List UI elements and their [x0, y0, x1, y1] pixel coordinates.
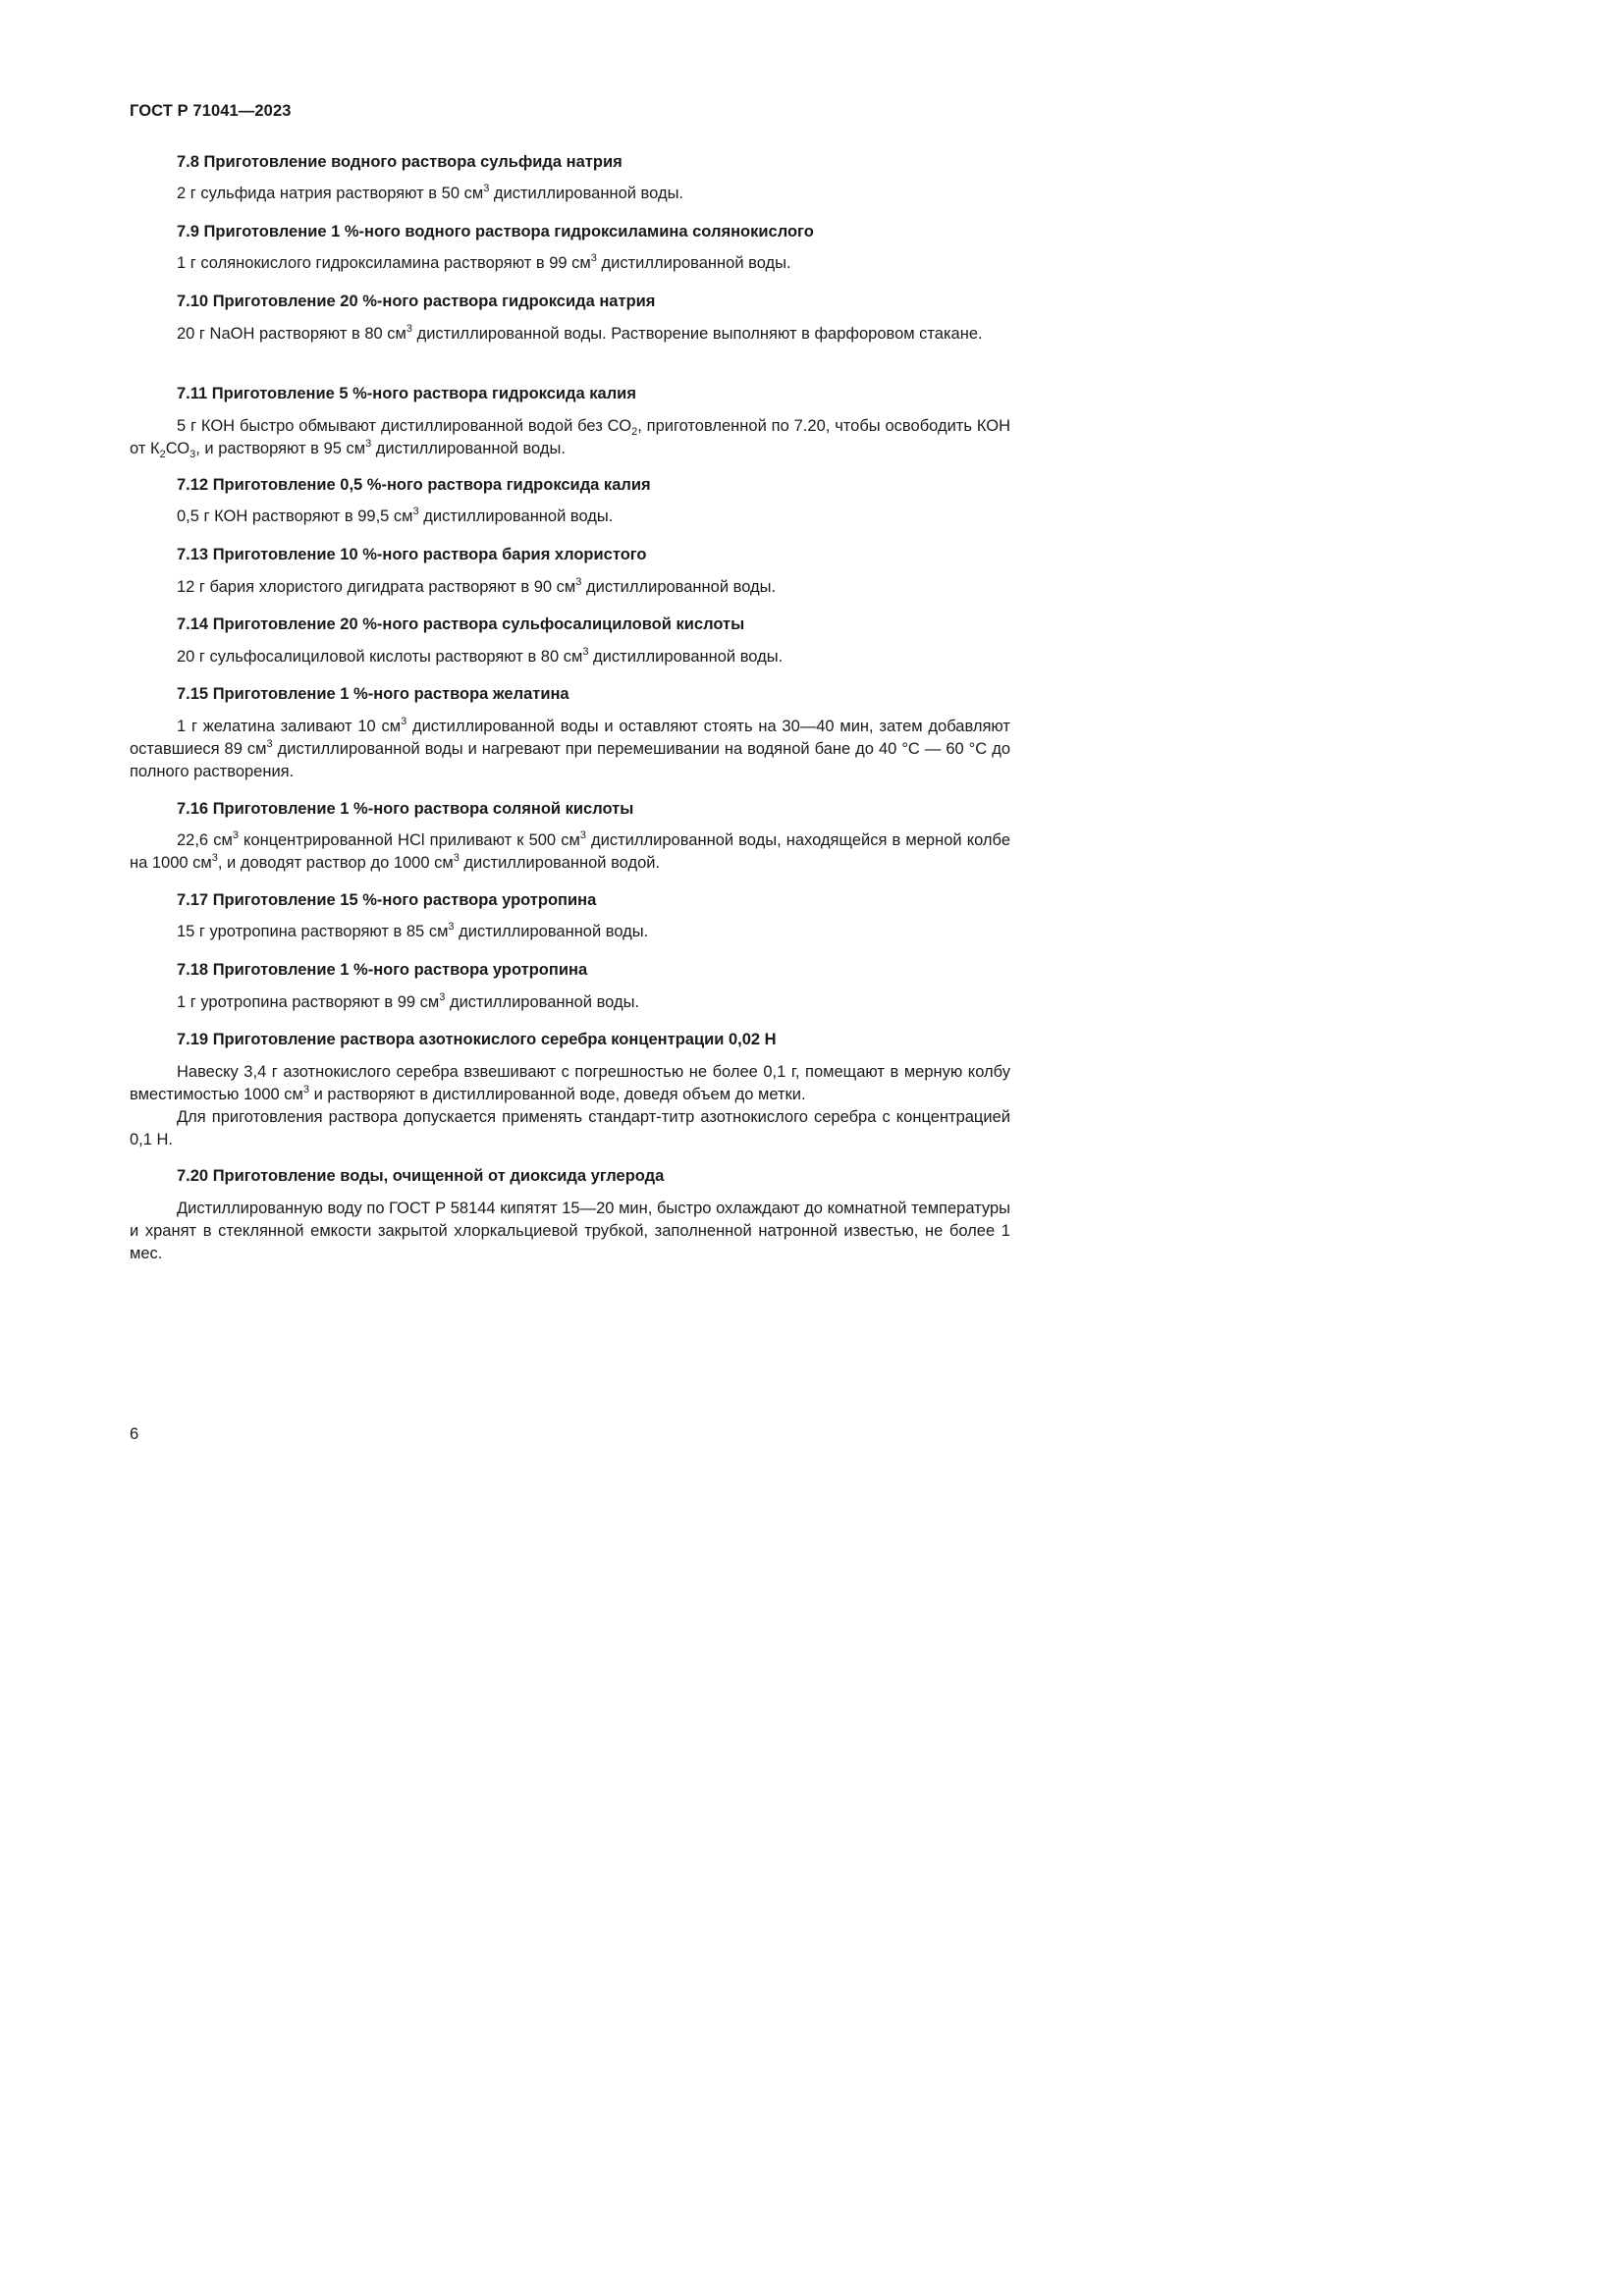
- section-7-13-text: 12 г бария хлористого дигидрата растворяют в 90 $см^3$ дистиллированной воды.: [177, 576, 777, 596]
- section-7-13-title: 7.13 Приготовление 10 %-ного раствора бария хлористого: [177, 546, 647, 563]
- section-7-12-title: 7.12 Приготовление 0,5 %-ного раствора гидроксида калия: [177, 476, 651, 494]
- section-7-11-title: 7.11 Приготовление 5 %-ного раствора гидроксида калия: [177, 385, 636, 402]
- section-7-8-title: 7.8 Приготовление водного раствора сульфида натрия: [177, 153, 623, 171]
- section-7-14-text: 20 г сульфосалициловой кислоты растворяют в 80 $см^3$ дистиллированной воды.: [177, 646, 784, 666]
- section-7-12-text: 0,5 г КОН растворяют в 99,5 $см^3$ дистиллированной воды.: [177, 506, 614, 525]
- section-7-10-title: 7.10 Приготовление 20 %-ного раствора гидроксида натрия: [177, 293, 656, 310]
- section-7-8-text: 2 г сульфида натрия растворяют в 50 $см^3$ дистиллированной воды.: [177, 183, 684, 202]
- section-7-19-text: Навеску 3,4 г азотнокислого серебра взвешивают с погрешностью не более 0,1 г, помещают в мерную колбу вместимостью 1000 $см^3$ и растворяют в дистиллированной воде, доведя объем до метки.: [130, 1063, 1010, 1103]
- section-7-16-title: 7.16 Приготовление 1 %-ного раствора соляной кислоты: [177, 800, 634, 818]
- section-7-19-title: 7.19 Приготовление раствора азотнокислого серебра концентрации 0,02 Н: [177, 1031, 777, 1048]
- section-7-20-text: Дистиллированную воду по ГОСТ Р 58144 кипятят 15—20 мин, быстро охлаждают до комнатной температуры и хранят в стеклянной емкости закрытой хлоркальциевой трубкой, заполненной натронной известью, не более 1 мес.: [130, 1200, 1010, 1262]
- section-7-20-title: 7.20 Приготовление воды, очищенной от диоксида углерода: [177, 1167, 665, 1185]
- section-7-14-title: 7.14 Приготовление 20 %-ного раствора сульфосалициловой кислоты: [177, 615, 745, 633]
- document-page: [0, 0, 1086, 1535]
- section-7-19-text-2: Для приготовления раствора допускается применять стандарт-титр азотнокислого серебра с концентрацией 0,1 Н.: [130, 1108, 1010, 1148]
- section-7-18-text: 1 г уротропина растворяют в 99 $см^3$ дистиллированной воды.: [177, 991, 640, 1011]
- section-7-16-text: 22,6 $см^3$ концентрированной HCl приливают к 500 $см^3$ дистиллированной воды, находящейся в мерной колбе на 1000 $см^3$, и доводят раствор до 1000 $см^3$ дистиллированной водой.: [130, 829, 1010, 872]
- section-7-15-text: 1 г желатина заливают 10 $см^3$ дистиллированной воды и оставляют стоять на 30—40 мин, затем добавляют оставшиеся 89 $см^3$ дистиллированной воды и нагревают при перемешивании на водяной бане до 40 °С — 60 °С до полного растворения.: [130, 716, 1011, 780]
- section-7-11-text: 5 г КОН быстро обмывают дистиллированной водой без $СО_2$, приготовленной по 7.20, чтобы освободить КОН от $К_2СО_3$, и растворяют в 95 $см^3$ дистиллированной воды.: [130, 417, 1010, 460]
- section-7-9-title: 7.9 Приготовление 1 %-ного водного раствора гидроксиламина солянокислого: [177, 223, 814, 240]
- section-7-9-text: 1 г солянокислого гидроксиламина растворяют в 99 $см^3$ дистиллированной воды.: [177, 252, 791, 272]
- section-7-15-title: 7.15 Приготовление 1 %-ного раствора желатина: [177, 685, 569, 703]
- document-designation: ГОСТ Р 71041—2023: [130, 102, 292, 120]
- page-number: 6: [130, 1425, 139, 1443]
- section-7-18-title: 7.18 Приготовление 1 %-ного раствора уротропина: [177, 961, 588, 979]
- section-7-17-text: 15 г уротропина растворяют в 85 $см^3$ дистиллированной воды.: [177, 921, 649, 940]
- section-7-17-title: 7.17 Приготовление 15 %-ного раствора уротропина: [177, 891, 597, 909]
- section-7-10-text: 20 г NaOH растворяют в 80 $см^3$ дистиллированной воды. Растворение выполняют в фарфоровом стакане.: [177, 323, 983, 343]
